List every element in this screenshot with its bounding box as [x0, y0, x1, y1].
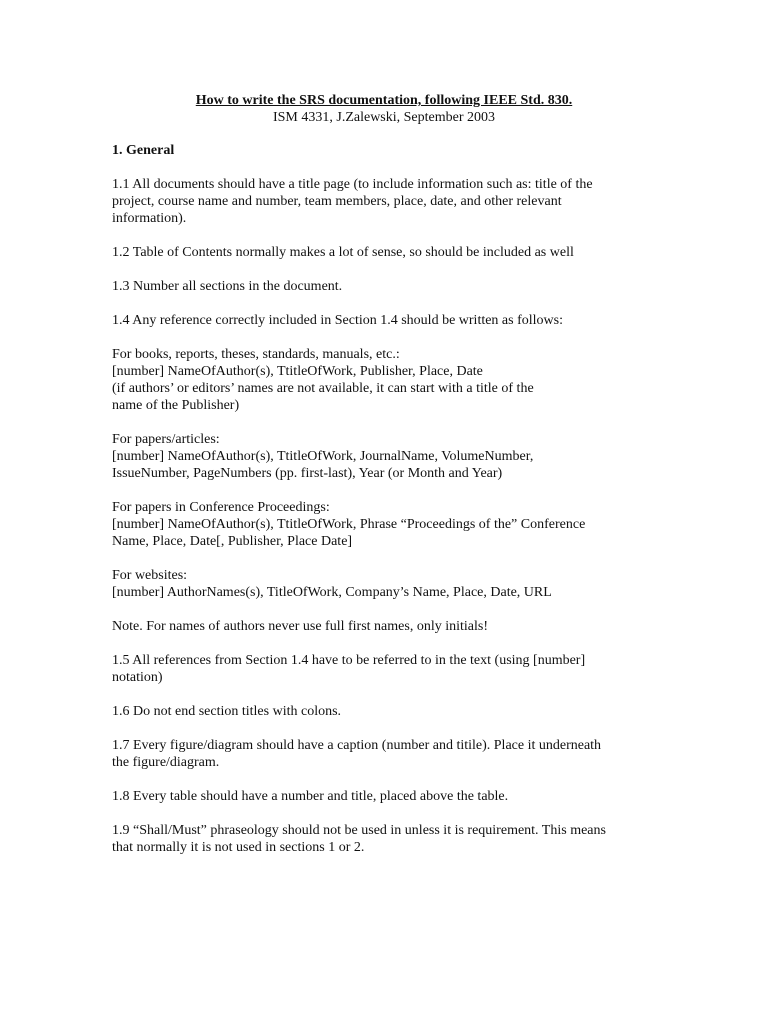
- paragraph-1-9: [112, 822, 672, 856]
- paragraph-line: 1.1 All documents should have a title page (to include information such as: title of the: [112, 177, 593, 192]
- paragraph-line: project, course name and number, team members, place, date, and other relevant: [112, 194, 562, 209]
- paragraph-line: the figure/diagram.: [112, 755, 220, 770]
- note-paragraph: [112, 618, 672, 635]
- paragraph-line: 1.2 Table of Contents normally makes a lot of sense, so should be included as well: [112, 245, 574, 260]
- paragraph-1-1: [112, 176, 672, 227]
- paragraph-line: Note. For names of authors never use full first names, only initials!: [112, 619, 488, 634]
- paragraph-line: (if authors’ or editors’ names are not available, it can start with a title of the: [112, 381, 534, 396]
- paragraph-1-4: [112, 312, 672, 329]
- paragraph-line: [number] AuthorNames(s), TitleOfWork, Company’s Name, Place, Date, URL: [112, 585, 552, 600]
- section-heading: 1. General: [112, 143, 175, 158]
- paragraph-line: For papers in Conference Proceedings:: [112, 500, 330, 515]
- paragraph-1-2: [112, 244, 672, 261]
- reference-format-proceedings: [112, 499, 672, 550]
- paragraph-1-6: [112, 703, 672, 720]
- document-title: How to write the SRS documentation, following IEEE Std. 830.: [195, 93, 573, 108]
- paragraph-1-3: [112, 278, 672, 295]
- document-subtitle: ISM 4331, J.Zalewski, September 2003: [272, 110, 496, 125]
- paragraph-line: 1.5 All references from Section 1.4 have to be referred to in the text (using [number]: [112, 653, 586, 668]
- paragraph-1-8: [112, 788, 672, 805]
- paragraph-line: notation): [112, 670, 163, 685]
- paragraph-line: information).: [112, 211, 187, 226]
- paragraph-line: 1.4 Any reference correctly included in Section 1.4 should be written as follows:: [112, 313, 563, 328]
- reference-format-articles: [112, 431, 672, 482]
- paragraph-line: [number] NameOfAuthor(s), TtitleOfWork, Publisher, Place, Date: [112, 364, 483, 379]
- paragraph-1-7: [112, 737, 672, 771]
- paragraph-line: name of the Publisher): [112, 398, 240, 413]
- paragraph-line: For websites:: [112, 568, 188, 583]
- paragraph-line: that normally it is not used in sections 1 or 2.: [112, 840, 365, 855]
- reference-format-websites: [112, 567, 672, 601]
- paragraph-line: 1.8 Every table should have a number and title, placed above the table.: [112, 789, 509, 804]
- paragraph-line: For papers/articles:: [112, 432, 220, 447]
- paragraph-line: 1.9 “Shall/Must” phraseology should not be used in unless it is requirement. This means: [112, 823, 606, 838]
- reference-format-books: [112, 346, 672, 414]
- paragraph-line: [number] NameOfAuthor(s), TtitleOfWork, JournalName, VolumeNumber,: [112, 449, 534, 464]
- paragraph-line: 1.7 Every figure/diagram should have a caption (number and titile). Place it underneath: [112, 738, 602, 753]
- paragraph-1-5: [112, 652, 672, 686]
- paragraph-line: Name, Place, Date[, Publisher, Place Date]: [112, 534, 353, 549]
- paragraph-line: [number] NameOfAuthor(s), TtitleOfWork, Phrase “Proceedings of the” Conference: [112, 517, 586, 532]
- document-body: [112, 142, 672, 873]
- paragraph-line: 1.3 Number all sections in the document.: [112, 279, 343, 294]
- paragraph-line: 1.6 Do not end section titles with colons.: [112, 704, 342, 719]
- paragraph-line: IssueNumber, PageNumbers (pp. first-last), Year (or Month and Year): [112, 466, 503, 481]
- paragraph-line: For books, reports, theses, standards, manuals, etc.:: [112, 347, 400, 362]
